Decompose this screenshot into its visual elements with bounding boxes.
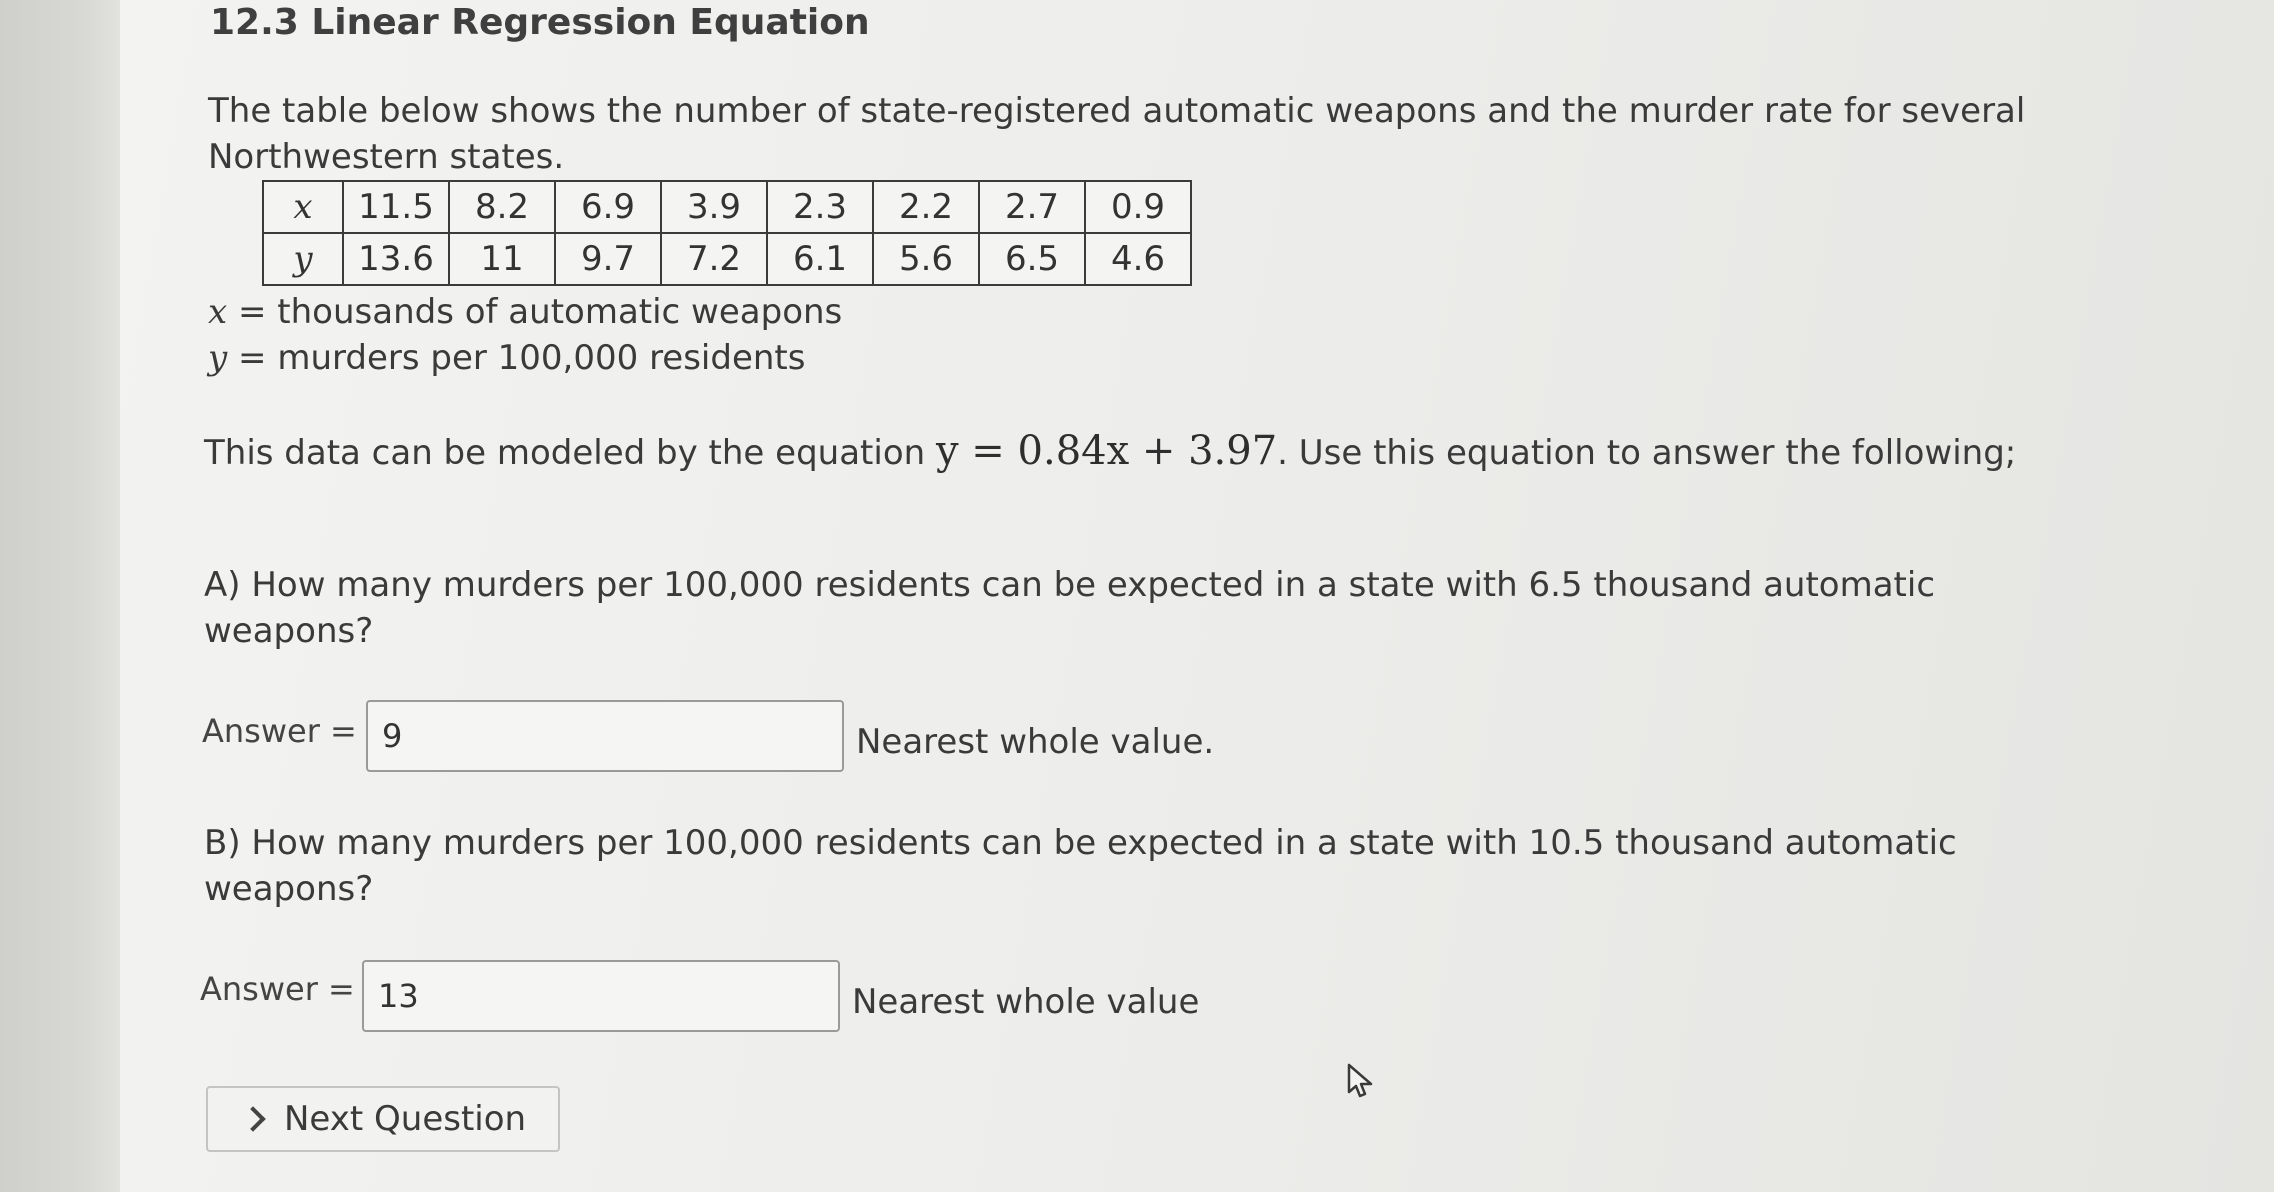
table-cell: 11.5 [343, 181, 449, 233]
table-cell: 7.2 [661, 233, 767, 285]
next-question-label: Next Question [284, 1099, 527, 1139]
page-margin [0, 0, 120, 1192]
mouse-pointer-icon [1346, 1062, 1380, 1110]
next-question-button[interactable] [206, 1086, 560, 1152]
table-cell: 0.9 [1085, 181, 1191, 233]
definition-y-text: = murders per 100,000 residents [238, 338, 806, 378]
definition-x [208, 292, 842, 332]
model-suffix: . Use this equation to answer the following; [1277, 433, 2017, 473]
answer-a-hint: Nearest whole value. [856, 722, 1215, 762]
question-a-text: A) How many murders per 100,000 residents can be expected in a state with 6.5 thousand automatic weapons? [204, 565, 1936, 651]
table-cell: 5.6 [873, 233, 979, 285]
model-prefix: This data can be modeled by the equation [204, 433, 926, 473]
problem-intro: The table below shows the number of state-registered automatic weapons and the murder rate for several Northwestern states. [208, 91, 2026, 177]
table-cell: 2.3 [767, 181, 873, 233]
data-table [262, 180, 1192, 286]
answer-a-label: Answer = [202, 712, 357, 750]
table-row-label-y: y [263, 233, 343, 285]
table-cell: 13.6 [343, 233, 449, 285]
table-cell: 6.1 [767, 233, 873, 285]
table-cell: 6.5 [979, 233, 1085, 285]
table-cell: 8.2 [449, 181, 555, 233]
answer-b-label: Answer = [200, 970, 355, 1008]
question-b-text: B) How many murders per 100,000 residents can be expected in a state with 10.5 thousand automatic weapons? [204, 823, 1957, 909]
answer-b-hint: Nearest whole value [852, 982, 1200, 1022]
chevron-right-icon [240, 1106, 265, 1131]
answer-b-input[interactable] [362, 960, 840, 1032]
definition-x-text: = thousands of automatic weapons [238, 292, 843, 332]
table-row-y [263, 233, 1191, 285]
table-cell: 2.7 [979, 181, 1085, 233]
variable-x: x [208, 292, 228, 332]
table-cell: 3.9 [661, 181, 767, 233]
variable-y: y [208, 338, 228, 378]
answer-a-input[interactable] [366, 700, 844, 772]
table-cell: 11 [449, 233, 555, 285]
table-cell: 4.6 [1085, 233, 1191, 285]
table-cell: 9.7 [555, 233, 661, 285]
table-row-x [263, 181, 1191, 233]
table-cell: 2.2 [873, 181, 979, 233]
definition-y [208, 338, 805, 378]
table-row-label-x: x [263, 181, 343, 233]
model-statement [204, 428, 2016, 474]
section-title: 12.3 Linear Regression Equation [210, 2, 870, 43]
regression-equation: y = 0.84x + 3.97 [935, 428, 1278, 474]
table-cell: 6.9 [555, 181, 661, 233]
